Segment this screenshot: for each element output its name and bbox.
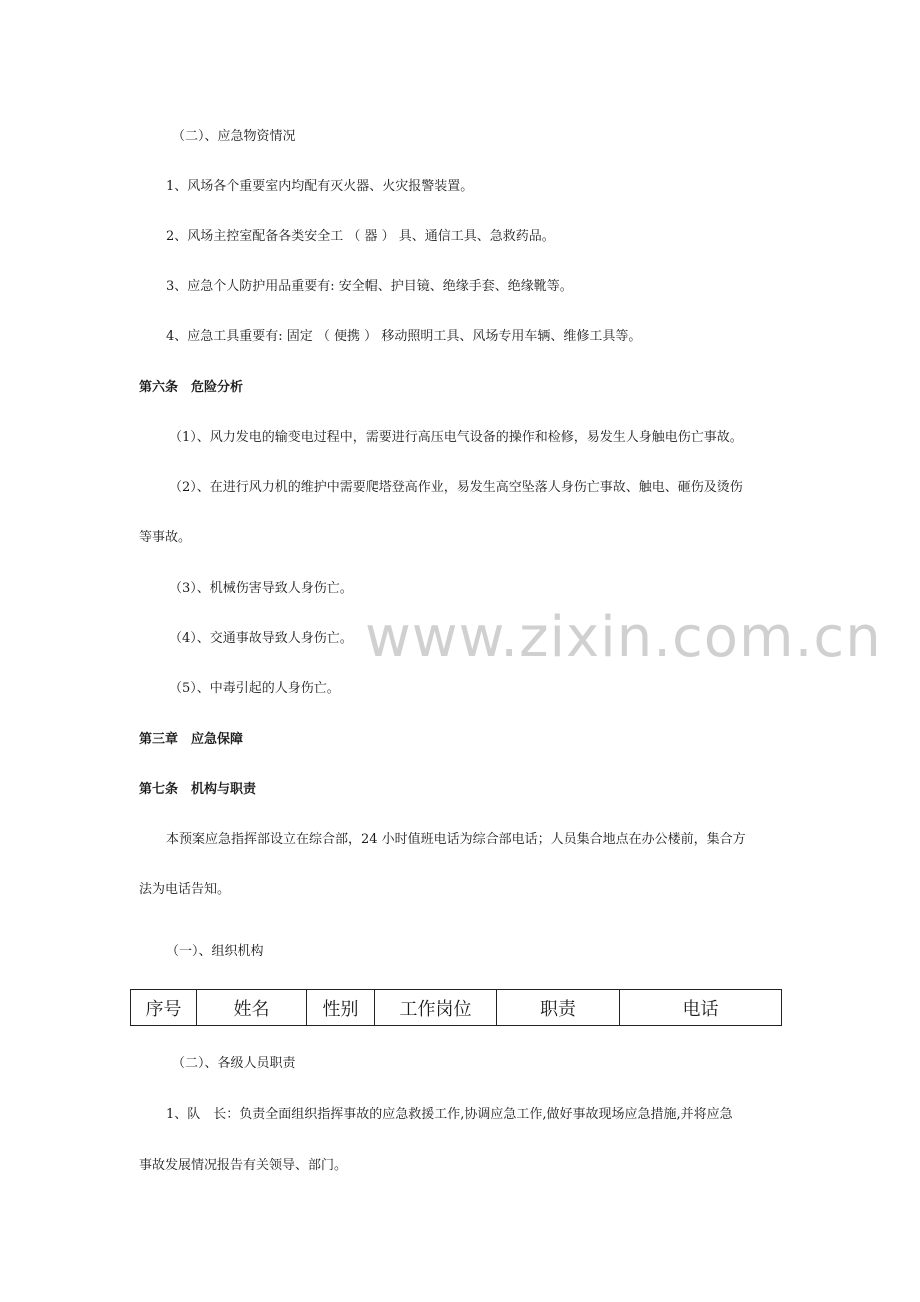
article-heading-org: 第七条 机构与职责 xyxy=(139,782,257,797)
paragraph: 本预案应急指挥部设立在综合部，24 小时值班电话为综合部电话；人员集合地点在办公楼前，集合方 xyxy=(166,832,746,847)
section-heading-supplies: （二）、应急物资情况 xyxy=(172,129,296,144)
col-header: 工作岗位 xyxy=(375,990,497,1026)
section-heading-duties: （二）、各级人员职责 xyxy=(172,1056,296,1071)
col-header: 序号 xyxy=(131,990,197,1026)
org-table xyxy=(130,989,782,1026)
paragraph: （5）、中毒引起的人身伤亡。 xyxy=(169,681,340,696)
paragraph: （3）、机械伤害导致人身伤亡。 xyxy=(169,581,353,596)
article-heading-risk: 第六条 危险分析 xyxy=(139,380,244,395)
col-header: 性别 xyxy=(307,990,375,1026)
col-header: 姓名 xyxy=(197,990,307,1026)
paragraph: 2、风场主控室配备各类安全工 （ 器 ） 具、通信工具、急救药品。 xyxy=(166,229,555,244)
paragraph: 法为电话告知。 xyxy=(139,882,231,897)
paragraph: 1、风场各个重要室内均配有灭火器、火灾报警装置。 xyxy=(166,179,474,194)
paragraph: 4、应急工具重要有: 固定 （ 便携 ） 移动照明工具、风场专用车辆、维修工具等。 xyxy=(166,329,642,344)
paragraph: 等事故。 xyxy=(139,530,192,545)
paragraph: 1、队 长：负责全面组织指挥事故的应急救援工作,协调应急工作,做好事故现场应急措施,并将应急 xyxy=(166,1107,733,1122)
chapter-heading: 第三章 应急保障 xyxy=(139,732,244,747)
paragraph: （4）、交通事故导致人身伤亡。 xyxy=(169,631,353,646)
col-header: 职责 xyxy=(497,990,620,1026)
paragraph: 3、应急个人防护用品重要有: 安全帽、护目镜、绝缘手套、绝缘靴等。 xyxy=(166,279,573,294)
paragraph: 事故发展情况报告有关领导、部门。 xyxy=(139,1158,348,1173)
section-heading-org: （一）、组织机构 xyxy=(166,944,264,959)
col-header: 电话 xyxy=(620,990,782,1026)
table-header-row xyxy=(131,990,782,1026)
paragraph: （2）、在进行风力机的维护中需要爬塔登高作业，易发生高空坠落人身伤亡事故、触电、砸伤及烫伤 xyxy=(169,480,743,495)
watermark: www.zixin.com.cn xyxy=(365,605,882,670)
paragraph: （1）、风力发电的输变电过程中，需要进行高压电气设备的操作和检修，易发生人身触电伤亡事故。 xyxy=(169,430,743,445)
